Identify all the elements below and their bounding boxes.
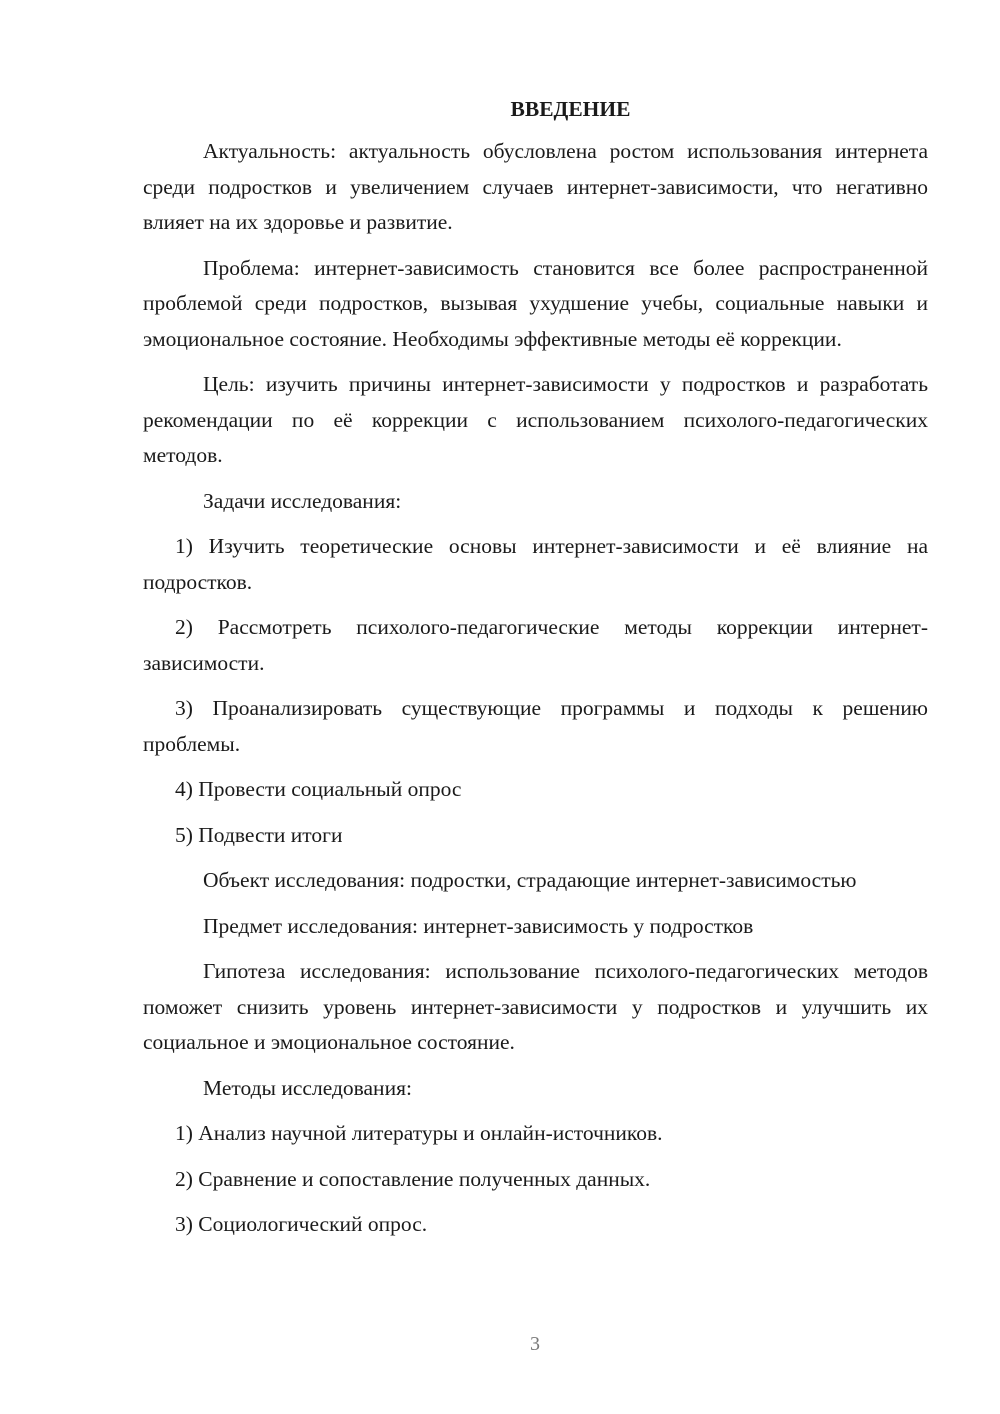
list-item-task-2: 2) Рассмотреть психолого-педагогические методы коррекции интернет-зависимости. — [143, 615, 928, 675]
page-number: 3 — [530, 1333, 540, 1355]
paragraph-problem: Проблема: интернет-зависимость становится все более распространенной проблемой среди подростков, вызывая ухудшение учебы, социальные навыки и эмоциональное состояние. Необходимы эффективные методы её коррекции. — [143, 255, 928, 351]
paragraph-methods-heading: Методы исследования: — [203, 1075, 412, 1100]
paragraph-relevance: Актуальность: актуальность обусловлена ростом использования интернета среди подростков и увеличением случаев интернет-зависимости, что негативно влияет на их здоровье и развитие. — [143, 139, 928, 234]
list-item-method-2: 2) Сравнение и сопоставление полученных данных. — [175, 1166, 651, 1191]
list-item-task-1: 1) Изучить теоретические основы интернет-зависимости и её влияние на подростков. — [143, 534, 928, 594]
paragraph-hypothesis: Гипотеза исследования: использование психолого-педагогических методов поможет снизить уровень интернет-зависимости у подростков и улучшить их социальное и эмоциональное состояние. — [143, 959, 928, 1054]
section-title: ВВЕДЕНИЕ — [510, 97, 631, 121]
list-item-method-1: 1) Анализ научной литературы и онлайн-источников. — [175, 1121, 663, 1145]
paragraph-tasks-heading: Задачи исследования: — [203, 488, 402, 513]
paragraph-subject: Предмет исследования: интернет-зависимость у подростков — [203, 913, 754, 938]
paragraph-goal: Цель: изучить причины интернет-зависимости у подростков и разработать рекомендации по её коррекции с использованием психолого-педагогических методов. — [143, 372, 928, 467]
list-item-task-3: 3) Проанализировать существующие программы и подходы к решению проблемы. — [143, 696, 928, 756]
list-item-task-5: 5) Подвести итоги — [175, 822, 343, 847]
list-item-method-3: 3) Социологический опрос. — [175, 1212, 428, 1236]
paragraph-object: Объект исследования: подростки, страдающие интернет-зависимостью — [203, 868, 857, 892]
document-page — [143, 92, 928, 1253]
list-item-task-4: 4) Провести социальный опрос — [175, 777, 462, 801]
